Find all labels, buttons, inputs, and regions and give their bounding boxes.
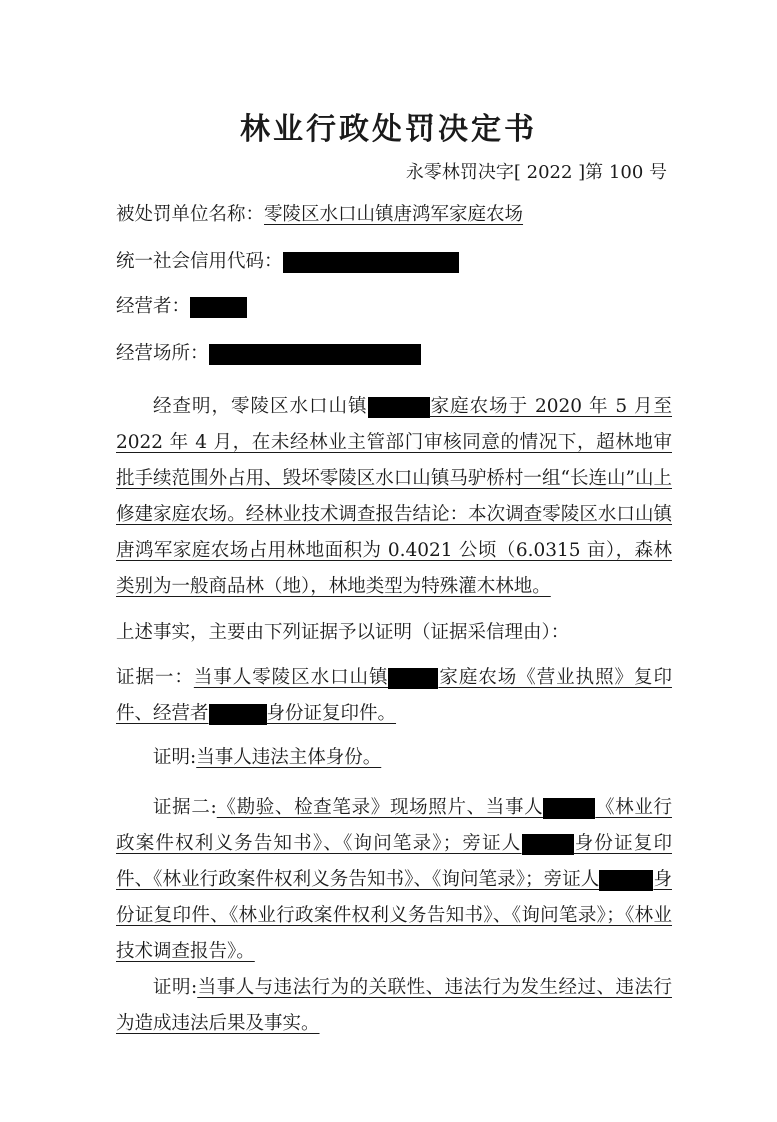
operator-row xyxy=(116,295,676,319)
redaction-block xyxy=(388,668,438,689)
evidence-one xyxy=(116,660,672,732)
redaction-block xyxy=(368,397,430,418)
findings-text-a: 经查明，零陵区水口山镇 xyxy=(153,396,368,417)
evidence-one-text-b: 家庭农场《营业执照》复印件、经营者 xyxy=(116,667,672,724)
findings-text-b: 家庭农场于 2020 年 5 月至 xyxy=(429,396,672,417)
party-name-row xyxy=(116,203,676,227)
credit-code-row xyxy=(116,250,676,274)
evidence-one-text-c: 身份证复印件。 xyxy=(266,703,397,724)
redaction-block xyxy=(543,798,595,819)
evidence-intro: 上述事实，主要由下列证据予以证明（证据采信理由）： xyxy=(116,622,570,643)
credit-code-label: 统一社会信用代码： xyxy=(116,251,283,272)
proof-two-text: 当事人与违法行为的关联性、违法行为发生经过、违法行为造成违法后果及事实。 xyxy=(116,977,672,1034)
evidence-two-text-a: 《勘验、检查笔录》现场照片、当事人 xyxy=(216,797,544,818)
party-name-label: 被处罚单位名称： xyxy=(116,204,265,225)
proof-two-label: 证明: xyxy=(153,977,198,998)
redaction-block xyxy=(209,344,421,365)
operator-label: 经营者： xyxy=(116,296,191,317)
evidence-two xyxy=(116,790,672,970)
proof-two xyxy=(116,970,672,1042)
proof-one xyxy=(116,740,672,776)
party-name-value: 零陵区水口山镇唐鸿军家庭农场 xyxy=(264,204,524,225)
proof-one-label: 证明: xyxy=(153,747,197,768)
proof-one-text: 当事人违法主体身份。 xyxy=(196,747,382,768)
evidence-two-text-b: 《林业行政案件权利义务告知书》、《询问笔录》；旁证人 xyxy=(116,797,672,854)
findings-text-rest: 2022 年 4 月，在未经林业主管部门审核同意的情况下，超林地审批手续范围外占用、毁坏零陵区水口山镇马驴桥村一组“长连山”山上修建家庭农场。经林业技术调查报告结论：本次调查零陵区水口山镇唐鸿军家庭农场占用林地面积为 0.4021 公顷（6.0315 亩），森林类别为一般商品林（地），林地类型为特殊灌木林地。 xyxy=(116,432,672,597)
evidence-one-text-a: 当事人零陵区水口山镇 xyxy=(193,667,389,688)
redaction-block xyxy=(209,704,267,725)
redaction-block xyxy=(190,297,247,318)
premises-row xyxy=(116,342,676,366)
document-title: 林业行政处罚决定书 xyxy=(240,112,537,147)
premises-label: 经营场所： xyxy=(116,343,209,364)
findings-paragraph xyxy=(116,389,672,605)
evidence-two-text-c: 身份证复印件、《林业行政案件权利义务告知书》、《询问笔录》；旁证人 xyxy=(116,833,672,890)
redaction-block xyxy=(599,870,653,891)
redaction-block xyxy=(283,252,459,273)
evidence-one-label: 证据一： xyxy=(116,667,194,688)
document-number: 永零林罚决字[ 2022 ]第 100 号 xyxy=(405,162,667,183)
evidence-two-label: 证据二: xyxy=(153,797,217,818)
evidence-two-text-d: 身份证复印件、《林业行政案件权利义务告知书》、《询问笔录》；《林业技术调查报告》。 xyxy=(116,869,672,962)
redaction-block xyxy=(522,834,574,855)
